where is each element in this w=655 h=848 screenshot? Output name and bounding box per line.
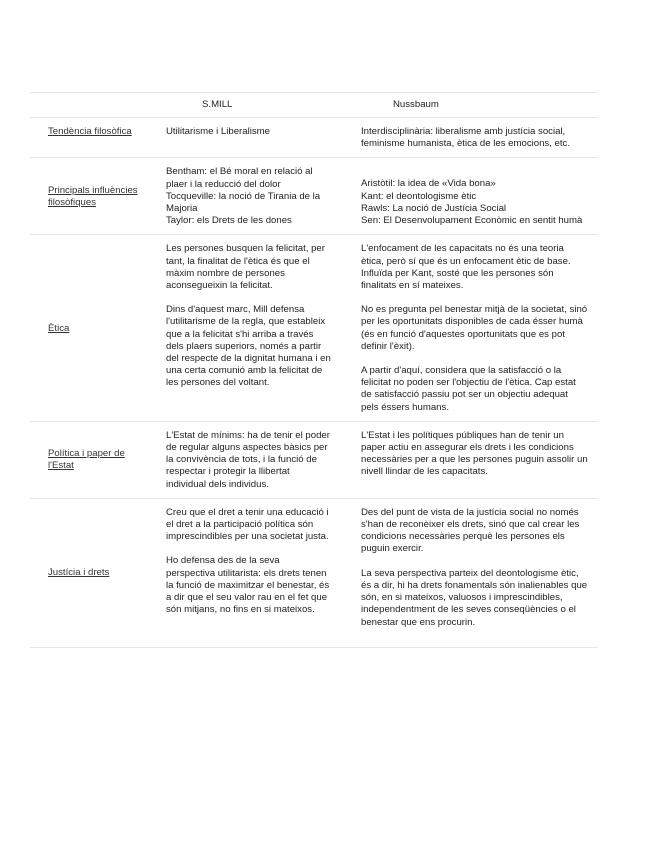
table-row [30, 158, 598, 235]
nussbaum-paragraph: Interdisciplinària: liberalisme amb justícia social, feminisme humanista, ètica de les emocions, etc. [361, 126, 571, 150]
nussbaum-cell [343, 421, 598, 498]
table-row [30, 421, 598, 498]
header-label-cell [30, 93, 147, 118]
row-label-text: Política i paper de l'Estat [48, 448, 125, 472]
row-label-text: Justícia i drets [48, 567, 110, 579]
mill-cell [147, 498, 343, 647]
nussbaum-paragraph: La seva perspectiva parteix del deontologisme ètic, és a dir, hi ha drets fonamentals són inalienables que són, en si mateixos, valuosos i imprescindibles, independentment de les seves conseqüències o el benestar que ens procurin. [361, 567, 588, 628]
table-row [30, 235, 598, 421]
mill-paragraph: Creu que el dret a tenir una educació i el dret a la participació política són imprescindibles per una societat justa. [166, 506, 329, 543]
mill-cell [147, 421, 343, 498]
row-label-influencies [30, 158, 147, 235]
row-label-etica [30, 235, 147, 421]
table-row [30, 118, 598, 158]
row-label-politica [30, 421, 147, 498]
mill-paragraph: Ho defensa des de la seva perspectiva utilitarista: els drets tenen la funció de maximitzar el benestar, és a dir que el seu valor rau en el fet que són mitjans, no fins en si mateixos. [166, 555, 330, 616]
mill-paragraph: Dins d'aquest marc, Mill defensa l'utilitarisme de la regla, que estableix que a la felicitat s'hi arriba a través dels plaers superiors, només a partir del respecte de la dignitat humana i en una certa comunió amb la felicitat de les persones del voltant. [166, 304, 331, 389]
nussbaum-cell [343, 118, 598, 158]
comparison-table [30, 92, 598, 648]
comparison-document [30, 92, 598, 648]
mill-paragraph: Les persones busquen la felicitat, per tant, la finalitat de l'ètica és que el màxim nombre de persones aconsegueixin la felicitat. [166, 243, 325, 292]
nussbaum-cell [343, 235, 598, 421]
nussbaum-line: Rawls: La noció de Justícia Social [361, 202, 507, 214]
row-label-tendencia [30, 118, 147, 158]
nussbaum-paragraph: L'enfocament de les capacitats no és una teoria ètica, però sí que és un enfocament ètic de base. Influïda per Kant, sosté que les persones són finalitats en sí mateixes. [361, 243, 571, 292]
mill-paragraph: Utilitarisme i Liberalisme [166, 126, 270, 137]
mill-line: Bentham: el Bé moral en relació al plaer i la reducció del dolor [166, 166, 313, 190]
nussbaum-line: Kant: el deontologisme ètic [361, 190, 477, 202]
mill-paragraph: L'Estat de mínims: ha de tenir el poder de regular alguns aspectes bàsics per la convivència de tots, i la funció de respectar i protegir la llibertat individual dels individus. [166, 429, 330, 490]
header-mill: S.MILL [147, 93, 343, 118]
nussbaum-line: Aristòtil: la idea de «Vida bona» [361, 178, 496, 190]
nussbaum-paragraph: L'Estat i les polítiques públiques han de tenir un paper actiu en assegurar els drets i les condicions necessàries per a que les persones puguin assolir un nivell llindar de les capacitats. [361, 429, 588, 478]
row-label-text: Principals influències filosòfiques [48, 184, 138, 208]
row-label-text: Ètica [48, 322, 70, 334]
row-label-text: Tendència filosòfica [48, 126, 132, 137]
nussbaum-cell [343, 498, 598, 647]
nussbaum-line: Sen: El Desenvolupament Econòmic en sentit humà [361, 215, 583, 227]
mill-cell [147, 158, 343, 235]
mill-line: Taylor: els Drets de les dones [166, 215, 292, 227]
nussbaum-paragraph: No es pregunta pel benestar mitjà de la societat, sinó per les oportunitats disponibles de cada ésser humà (és en funció d'aquestes oportunitats que es pot definir l'èxit). [361, 304, 588, 352]
row-label-justicia [30, 498, 147, 647]
mill-line: Tocqueville: la noció de Tirania de la Majoria [166, 190, 321, 215]
table-row [30, 498, 598, 647]
nussbaum-cell [343, 158, 598, 235]
header-nussbaum: Nussbaum [343, 93, 598, 118]
mill-cell [147, 118, 343, 158]
table-header-row [30, 93, 598, 118]
mill-cell [147, 235, 343, 421]
nussbaum-paragraph: Des del punt de vista de la justícia social no només s'han de reconèixer els drets, sinó que cal crear les condicions necessàries perquè les persones els puguin exercir. [361, 506, 580, 555]
nussbaum-paragraph: A partir d'aquí, considera que la satisfacció o la felicitat no poden ser l'objectiu de l'ètica. Cap estat de satisfacció passiu pot ser un objectiu adequat pels éssers humans. [361, 365, 576, 413]
